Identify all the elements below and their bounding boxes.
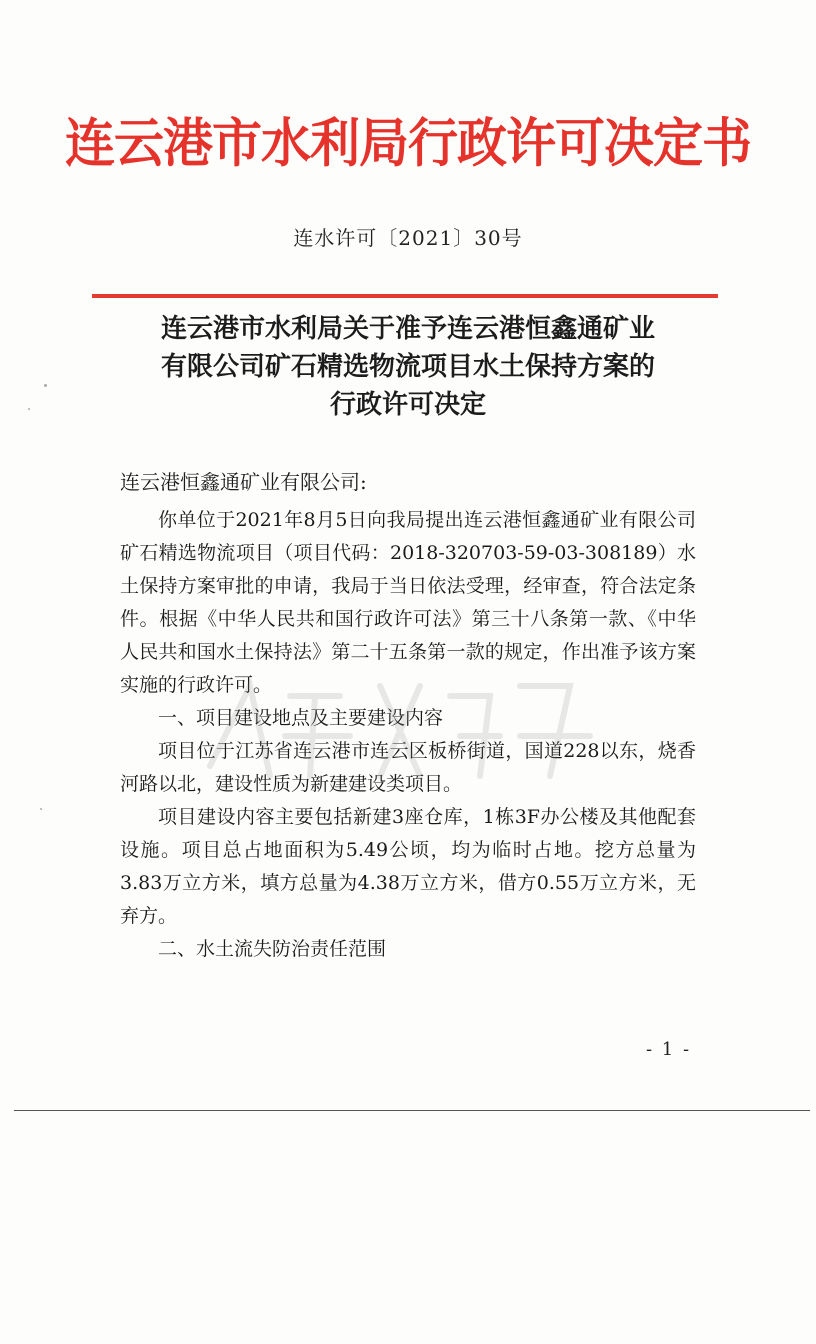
section-heading-1: 一、项目建设地点及主要建设内容 bbox=[158, 707, 444, 729]
body-paragraph-1: 你单位于2021年8月5日向我局提出连云港恒鑫通矿业有限公司矿石精选物流项目（项目代码：2018-320703-59-03-308189）水土保持方案审批的申请，我局于当日依法受理，经审查，符合法定条件。根据《中华人民共和国行政许可法》第三十八条第一款、《中华人民共和国水土保持法》第二十五条第一款的规定，作出准予该方案实施的行政许可。 bbox=[120, 509, 696, 696]
title-line-1: 连云港市水利局关于准予连云港恒鑫通矿业 bbox=[160, 314, 655, 344]
document-number: 连水许可〔2021〕30号 bbox=[293, 226, 523, 250]
section-heading-2: 二、水土流失防治责任范围 bbox=[158, 938, 387, 960]
body-paragraph-2: 项目位于江苏省连云港市连云区板桥街道，国道228以东，烧香河路以北，建设性质为新建建设类项目。 bbox=[120, 740, 696, 795]
issuer-header: 连云港市水利局行政许可决定书 bbox=[65, 111, 751, 174]
title-line-3: 行政许可决定 bbox=[329, 390, 486, 420]
salutation: 连云港恒鑫通矿业有限公司: bbox=[120, 470, 367, 494]
title-line-2: 有限公司矿石精选物流项目水土保持方案的 bbox=[160, 352, 655, 382]
body-paragraph-3: 项目建设内容主要包括新建3座仓库，1栋3F办公楼及其他配套设施。项目总占地面积为5.49公顷，均为临时占地。挖方总量为3.83万立方米，填方总量为4.38万立方米，借方0.55万立方米，无弃方。 bbox=[120, 806, 696, 927]
scan-bottom-edge-line bbox=[14, 1110, 810, 1111]
scan-speck bbox=[28, 408, 30, 410]
document-body bbox=[120, 504, 696, 966]
document-title bbox=[100, 310, 716, 424]
red-separator-line bbox=[92, 294, 718, 298]
scan-speck bbox=[40, 808, 42, 810]
scan-speck bbox=[44, 384, 47, 387]
page-number: - 1 - bbox=[646, 1039, 692, 1060]
